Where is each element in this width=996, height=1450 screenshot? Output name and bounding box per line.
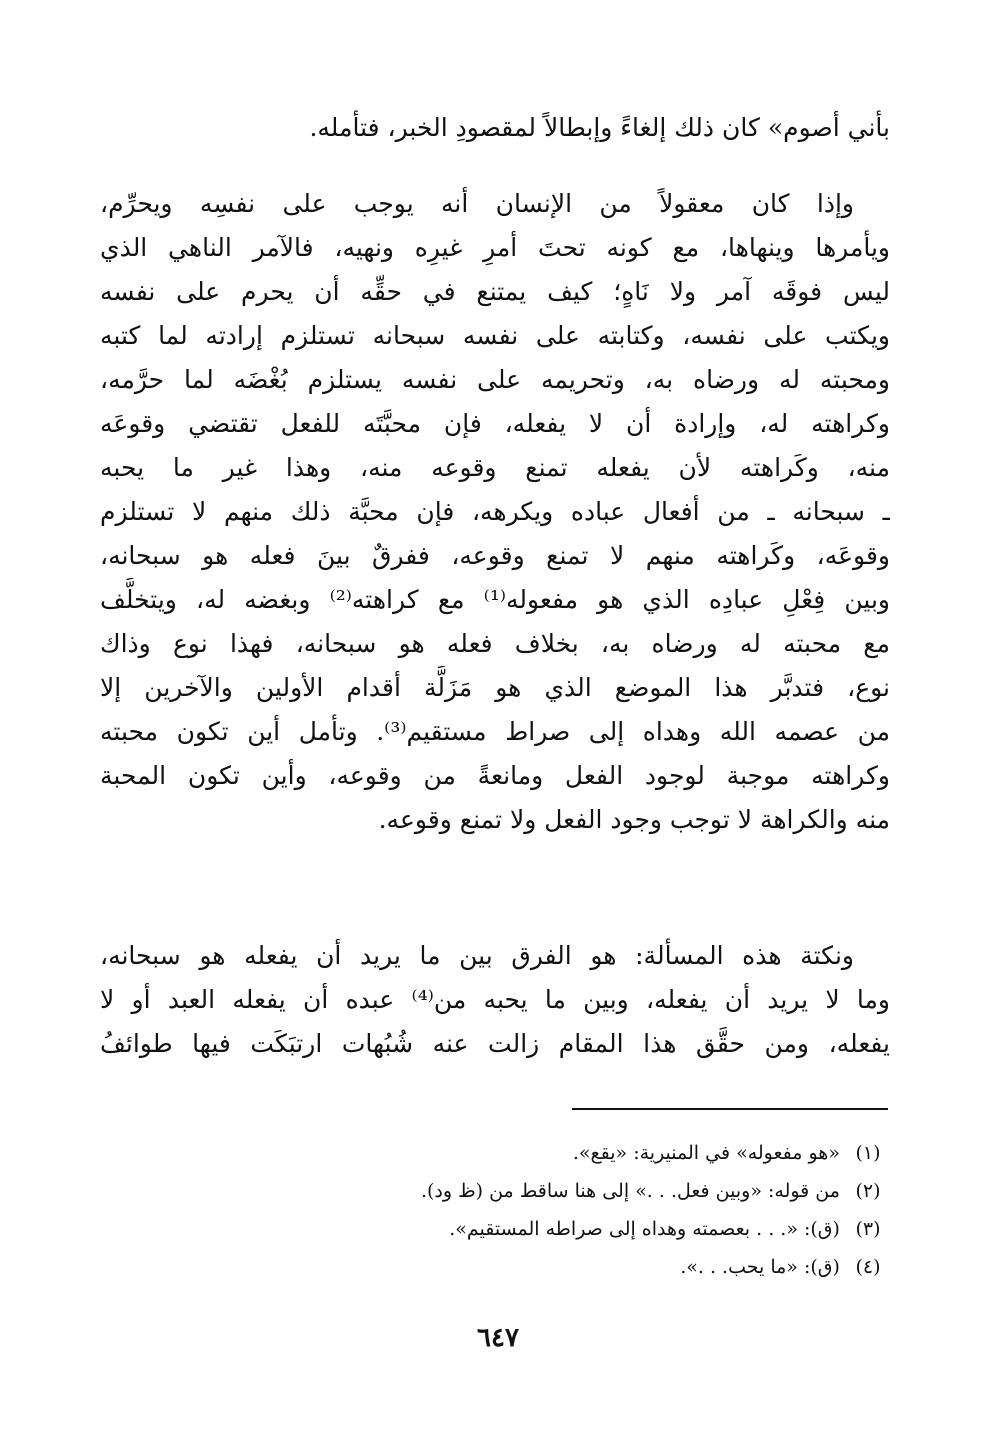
text-line: وقوعَه، وكَراهته منهم لا تمنع وقوعه، ففرقٌ بينَ فعله هو سبحانه، <box>100 541 890 570</box>
text-line: يفعله، ومن حقَّق هذا المقام زالت عنه شُبُهات ارتبَكَت فيها طوائفُ <box>100 1029 890 1058</box>
footnote-text: «هو مفعوله» في المنيرية: «يقع». <box>572 1142 840 1164</box>
text-line: وكراهته له، وإرادة أن لا يفعله، فإن محبَّتَه للفعل تقتضي وقوعَه <box>100 409 890 438</box>
footnote-number: (٣) <box>855 1218 881 1240</box>
paragraph-main <box>100 182 890 842</box>
footnote-text: (ق): «ما يحب. . .». <box>680 1256 840 1278</box>
footnote-text: من قوله: «وبين فعل. . .» إلى هنا ساقط من (ظ ود). <box>420 1180 840 1202</box>
text-line: ومحبته له ورضاه به، وتحريمه على نفسه يستلزم بُغْضَه لما حرَّمه، <box>100 365 890 394</box>
text-line: ويأمرها وينهاها، مع كونه تحتَ أمرِ غيرِه ونهيه، فالآمر الناهي الذي <box>100 233 890 262</box>
footnote-item <box>300 1134 890 1172</box>
footnote-item <box>300 1210 890 1248</box>
text-line: وكراهته موجبة لوجود الفعل ومانعةً من وقوعه، وأين تكون المحبة <box>100 761 890 790</box>
text-line: ونكتة هذه المسألة: هو الفرق بين ما يريد أن يفعله هو سبحانه، <box>100 941 854 970</box>
page-number: ٦٤٧ <box>477 1323 519 1353</box>
text-line: ـ سبحانه ـ من أفعال عباده ويكرهه، فإن محبَّة ذلك منهم لا تستلزم <box>100 497 890 526</box>
footnote-number: (٢) <box>855 1180 881 1202</box>
text-line: ليس فوقَه آمر ولا نَاهٍ؛ كيف يمتنع في حقِّه أن يحرم على نفسه <box>100 277 890 306</box>
text-line: مع محبته له ورضاه به، بخلاف فعله هو سبحانه، فهذا نوع وذاك <box>100 629 890 658</box>
footnote-number: (١) <box>855 1142 881 1164</box>
text-line: منه، وكَراهته لأن يفعله تمنع وقوعه منه، وهذا غير ما يحبه <box>100 453 890 482</box>
footnote-item <box>300 1248 890 1286</box>
text-line: من عصمه الله وهداه إلى صراط مستقيم⁽³⁾. وتأمل أين تكون محبته <box>100 717 890 746</box>
text-line: بأني أصوم» كان ذلك إلغاءً وإبطالاً لمقصودِ الخبر، فتأمله. <box>309 113 890 142</box>
footnotes <box>300 1134 890 1286</box>
text-line: وإذا كان معقولاً من الإنسان أنه يوجب على نفسِه ويحرِّم، <box>100 189 854 218</box>
text-line: وبين فِعْلِ عبادِه الذي هو مفعوله⁽¹⁾ مع كراهته⁽²⁾ وبغضه له، ويتخلَّف <box>100 585 890 614</box>
text-line: نوع، فتدبَّر هذا الموضع الذي هو مَزَلَّة أقدام الأولين والآخرين إلا <box>100 673 890 702</box>
footnote-text: (ق): «. . . بعصمته وهداه إلى صراطه المستقيم». <box>449 1218 840 1240</box>
text-line: وما لا يريد أن يفعله، وبين ما يحبه من⁽⁴⁾ عبده أن يفعله العبد أو لا <box>100 985 890 1014</box>
footnote-number: (٤) <box>855 1256 881 1278</box>
footnote-item <box>300 1172 890 1210</box>
paragraph-continuation <box>100 106 890 150</box>
footnote-separator <box>572 1108 888 1110</box>
text-line: ويكتب على نفسه، وكتابته على نفسه سبحانه تستلزم إرادته لما كتبه <box>100 321 890 350</box>
paragraph-conclusion <box>100 934 890 1066</box>
text-line: منه والكراهة لا توجب وجود الفعل ولا تمنع وقوعه. <box>378 805 890 834</box>
